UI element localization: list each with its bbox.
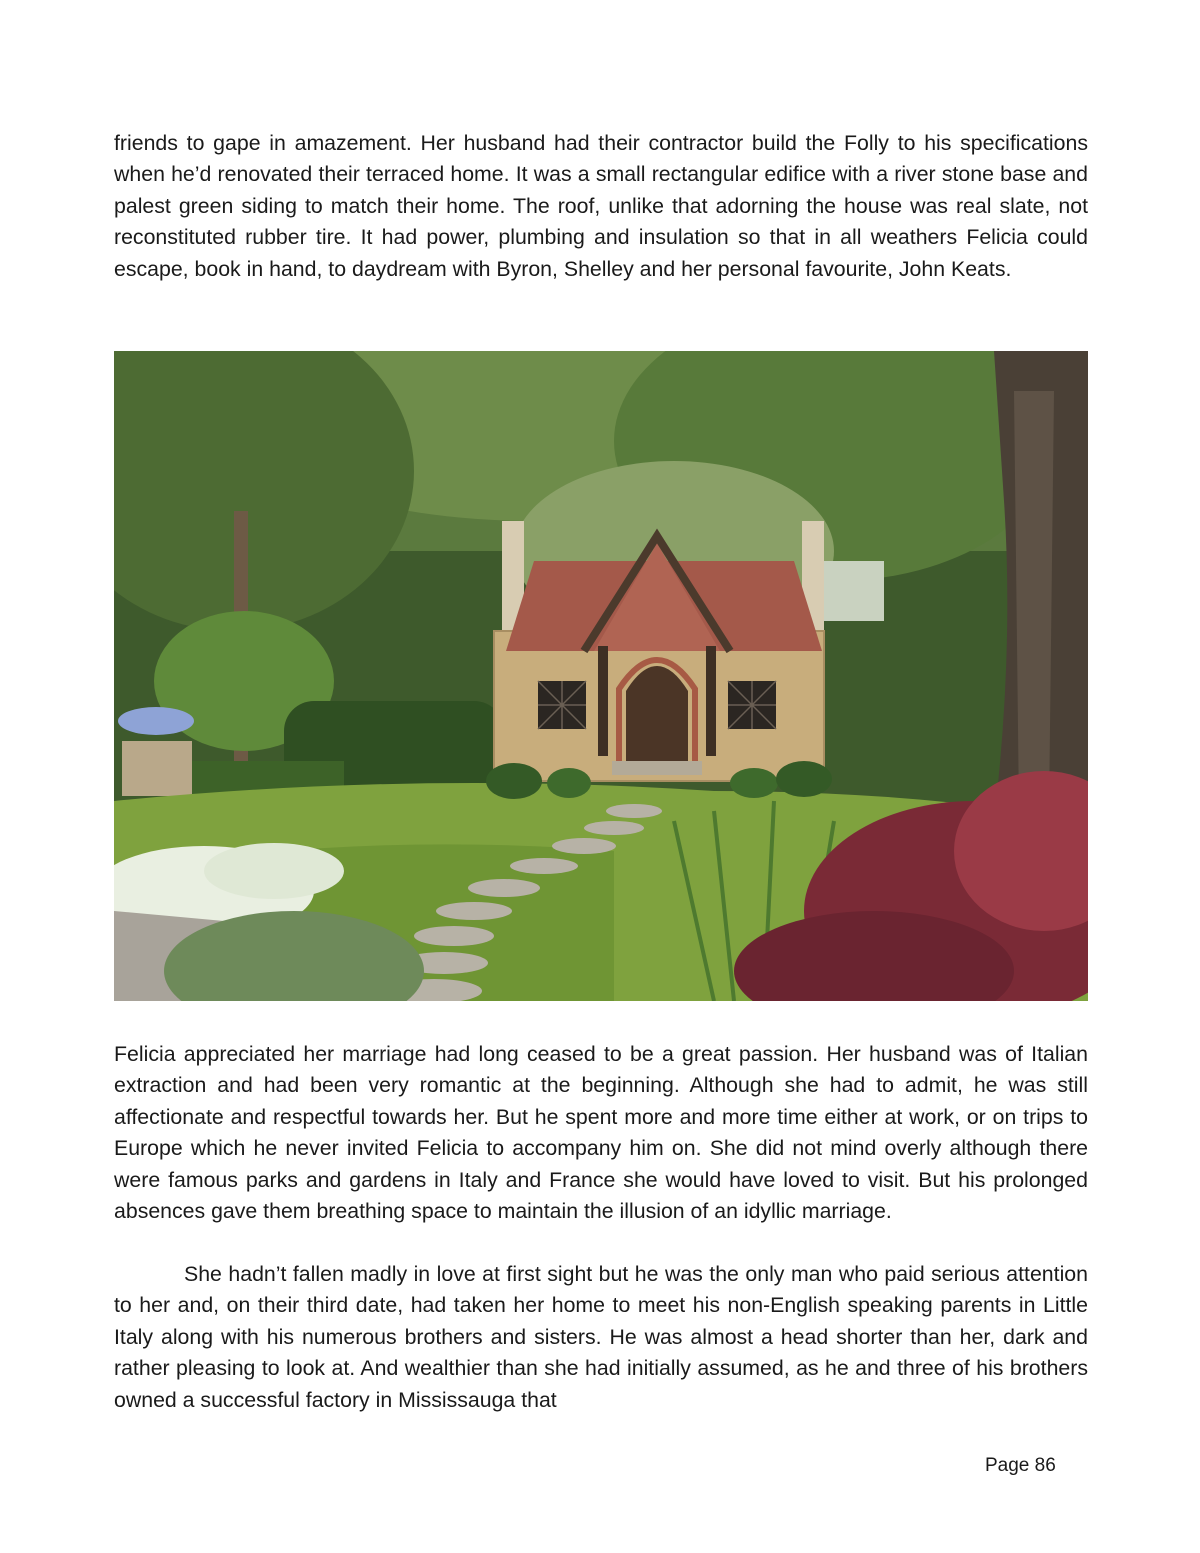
- garden-cottage-photo: [114, 351, 1088, 1001]
- body-paragraph-3: She hadn’t fallen madly in love at first sight but he was the only man who paid serious attention to her and, on their third date, had taken her home to meet his non-English speaking parents in Little Italy along with his numerous brothers and sisters. He was almost a head shorter than her, dark and rather pleasing to look at. And wealthier than she had initially assumed, as he and three of his brothers owned a successful factory in Mississauga that: [114, 1262, 1088, 1412]
- page-number: Page 86: [985, 1455, 1056, 1476]
- body-paragraph-1: friends to gape in amazement. Her husband had their contractor build the Folly to his specifications when he’d renovated their terraced home. It was a small rectangular edifice with a river stone base and palest green siding to match their home. The roof, unlike that adorning the house was real slate, not reconstituted rubber tire. It had power, plumbing and insulation so that in all weathers Felicia could escape, book in hand, to daydream with Byron, Shelley and her personal favourite, John Keats.: [114, 131, 1088, 281]
- body-paragraph-2: Felicia appreciated her marriage had long ceased to be a great passion. Her husband was of Italian extraction and had been very romantic at the beginning. Although she had to admit, he was still affectionate and respectful towards her. But he spent more and more time either at work, or on trips to Europe which he never invited Felicia to accompany him on. She did not mind overly although there were famous parks and gardens in Italy and France she would have loved to visit. But his prolonged absences gave them breathing space to maintain the illusion of an idyllic marriage.: [114, 1042, 1088, 1224]
